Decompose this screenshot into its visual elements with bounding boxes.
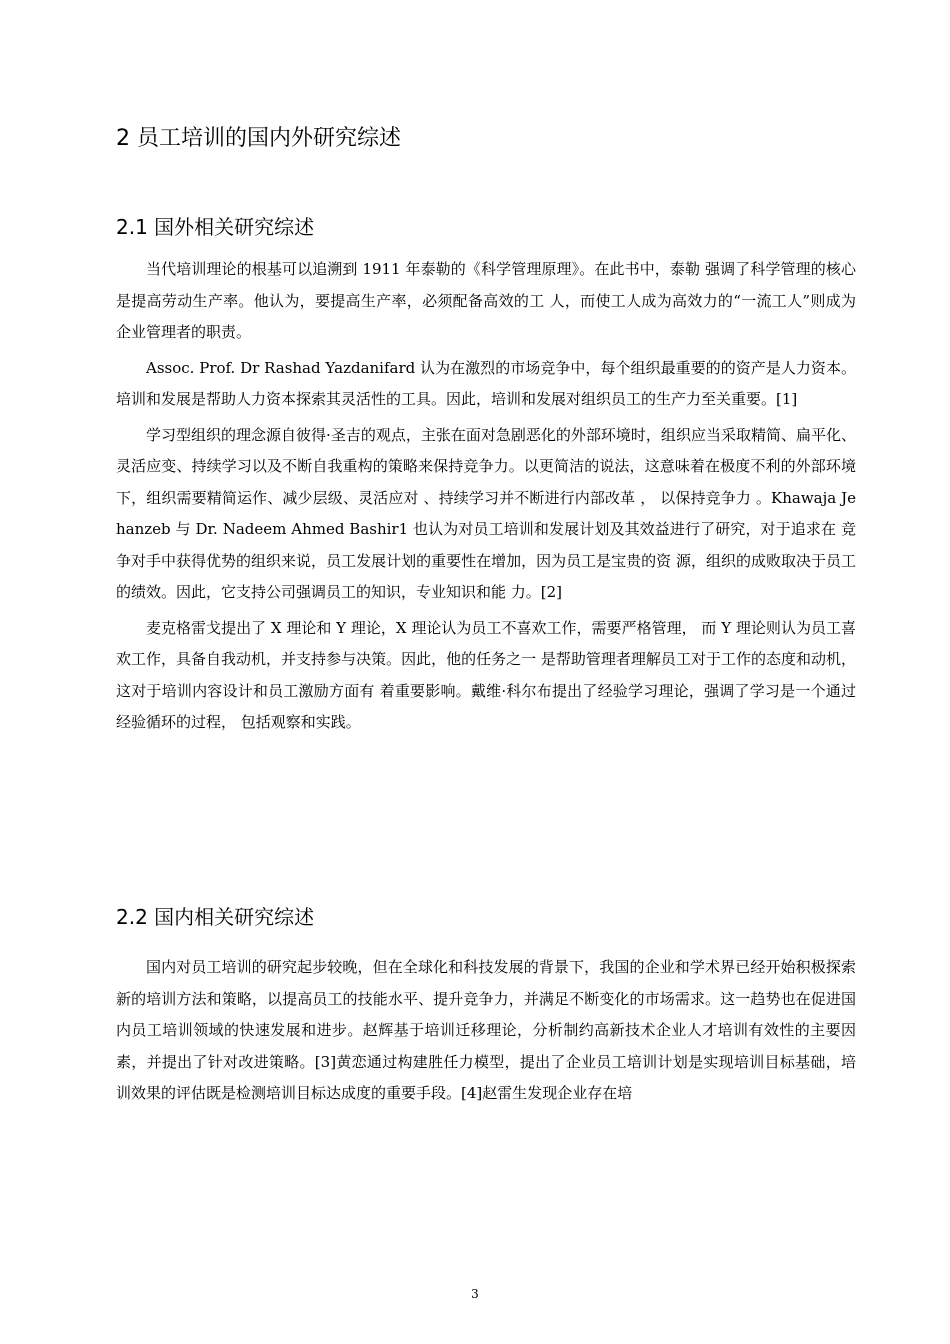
paragraph: 麦克格雷戈提出了 X 理论和 Y 理论，X 理论认为员工不喜欢工作，需要严格管理， 而 Y 理论则认为员工喜欢工作，具备自我动机，并支持参与决策。因此，他的任务之一 是帮助管理者理解员工对于工作的态度和动机，这对于培训内容设计和员工激励方面有 着重要影响。戴维·科尔布提出了经验学习理论，强调了学习是一个通过经验循环的过程， 包括观察和实践。 (116, 618, 856, 731)
paragraph: 学习型组织的理念源自彼得·圣吉的观点，主张在面对急剧恶化的外部环境时，组织应当采取精简、扁平化、灵活应变、持续学习以及不断自我重构的策略来保持竞争力。以更简洁的说法，这意味着在极度不利的外部环境下，组织需要精简运作、减少层级、灵活应对 、持续学习并不断进行内部改革 ， 以保持竞争力 。Khawaja Jehanzeb 与 Dr. Nadeem Ahmed Bashir1 也认为对员工培训和发展计划及其效益进行了研究，对于追求在 竞争对手中获得优势的组织来说，员工发展计划的重要性在增加，因为员工是宝贵的资 源，组织的成败取决于员工的绩效。因此，它支持公司强调员工的知识，专业知识和能 力。[2] (116, 425, 856, 601)
section-title-2-1: 2.1 国外相关研究综述 (116, 215, 315, 239)
section-2-1-body (116, 254, 856, 743)
chapter-title: 2 员工培训的国内外研究综述 (116, 126, 401, 151)
paragraph: 国内对员工培训的研究起步较晚，但在全球化和科技发展的背景下，我国的企业和学术界已经开始积极探索新的培训方法和策略，以提高员工的技能水平、提升竞争力，并满足不断变化的市场需求。这一趋势也在促进国内员工培训领域的快速发展和进步。赵辉基于培训迁移理论，分析制约高新技术企业人才培训有效性的主要因素，并提出了针对改进策略。[3]黄恋通过构建胜任力模型，提出了企业员工培训计划是实现培训目标基础，培训效果的评估既是检测培训目标达成度的重要手段。[4]赵雷生发现企业存在培 (116, 958, 856, 1102)
page-number: 3 (471, 1287, 479, 1301)
section-title-2-2: 2.2 国内相关研究综述 (116, 905, 315, 929)
paragraph: 当代培训理论的根基可以追溯到 1911 年泰勒的《科学管理原理》。在此书中，泰勒 强调了科学管理的核心是提高劳动生产率。他认为，要提高生产率，必须配备高效的工 人，而使工人成为高效力的“一流工人”则成为企业管理者的职责。 (116, 260, 856, 341)
paragraph: Assoc. Prof. Dr Rashad Yazdanifard 认为在激烈的市场竞争中，每个组织最重要的的资产是人力资本。培训和发展是帮助人力资本探索其灵活性的工具。因此，培训和发展对组织员工的生产力至关重要。[1] (116, 358, 856, 408)
section-2-2-body (116, 952, 856, 1114)
